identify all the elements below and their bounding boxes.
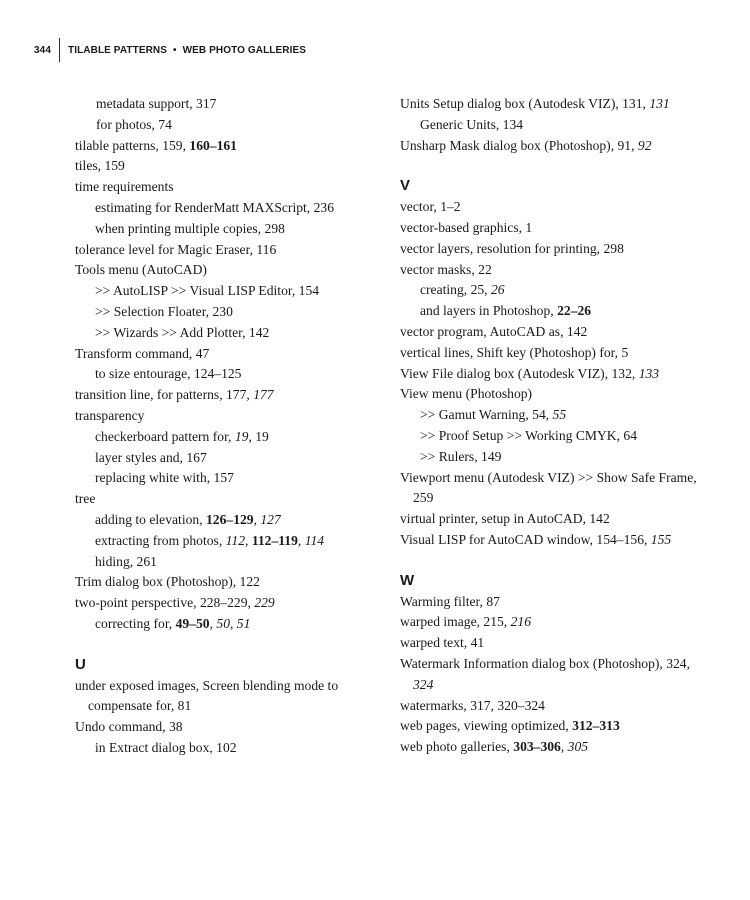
index-entry: Tools menu (AutoCAD) (75, 262, 207, 278)
index-subentry: and layers in Photoshop, 22–26 (420, 303, 592, 319)
index-subentry: layer styles and, 167 (95, 449, 207, 465)
index-entry: Units Setup dialog box (Autodesk VIZ), 131, 131 (400, 96, 670, 111)
index-subentry: creating, 25, 26 (420, 282, 505, 298)
index-entry: two-point perspective, 228–229, 229 (75, 595, 275, 611)
index-entry: tolerance level for Magic Eraser, 116 (75, 241, 277, 257)
index-subentry: in Extract dialog box, 102 (95, 739, 237, 755)
index-column-right (400, 94, 700, 758)
index-entry: Unsharp Mask dialog box (Photoshop), 91, 92 (400, 137, 652, 153)
index-entry: Transform command, 47 (75, 345, 210, 361)
index-subentry: when printing multiple copies, 298 (95, 220, 285, 236)
index-subentry: Generic Units, 134 (420, 116, 524, 132)
index-entry: vector-based graphics, 1 (400, 219, 533, 235)
index-entry: vector, 1–2 (400, 199, 461, 215)
index-entry: warped image, 215, 216 (400, 614, 531, 630)
index-entry: under exposed images, Screen blending mode to compensate for, 81 (75, 677, 339, 714)
index-entry: Watermark Information dialog box (Photoshop), 324, 324 (400, 655, 690, 692)
header-divider (59, 38, 60, 62)
index-column-left (75, 94, 375, 759)
index-subentry: >> Gamut Warning, 54, 55 (420, 407, 567, 423)
index-subentry: replacing white with, 157 (95, 470, 234, 486)
index-entry: Viewport menu (Autodesk VIZ) >> Show Safe Frame, 259 (400, 469, 697, 506)
index-entry: watermarks, 317, 320–324 (400, 697, 545, 713)
index-letter-heading: W (400, 571, 415, 589)
index-entry: vector program, AutoCAD as, 142 (400, 323, 588, 339)
index-entry: virtual printer, setup in AutoCAD, 142 (400, 511, 610, 527)
index-subentry: >> Wizards >> Add Plotter, 142 (95, 324, 270, 340)
index-subentry: metadata support, 317 (96, 96, 217, 111)
index-entry: warped text, 41 (400, 635, 485, 651)
index-subentry: estimating for RenderMatt MAXScript, 236 (95, 199, 334, 215)
index-subentry: checkerboard pattern for, 19, 19 (95, 428, 269, 444)
index-entry: View File dialog box (Autodesk VIZ), 132, 133 (400, 365, 660, 381)
index-entry: Visual LISP for AutoCAD window, 154–156, 155 (400, 531, 672, 547)
index-entry: Warming filter, 87 (400, 593, 500, 609)
running-header (34, 38, 306, 62)
index-entry: vertical lines, Shift key (Photoshop) for, 5 (400, 344, 629, 360)
index-entry: transition line, for patterns, 177, 177 (75, 387, 274, 403)
index-entry: tiles, 159 (75, 158, 125, 174)
index-subentry: >> AutoLISP >> Visual LISP Editor, 154 (95, 283, 320, 299)
index-entry: tree (75, 491, 96, 507)
index-subentry: hiding, 261 (95, 553, 157, 569)
index-subentry: to size entourage, 124–125 (95, 366, 242, 382)
index-entry: time requirements (75, 179, 174, 195)
index-entry: Undo command, 38 (75, 719, 183, 735)
index-entry: web pages, viewing optimized, 312–313 (400, 718, 620, 734)
index-letter-heading: U (75, 655, 86, 673)
index-subentry: correcting for, 49–50, 50, 51 (95, 615, 251, 631)
index-subentry: extracting from photos, 112, 112–119, 114 (95, 532, 325, 548)
header-chapter: WEB PHOTO GALLERIES (182, 44, 307, 56)
header-separator: • (173, 44, 177, 56)
index-entry: tilable patterns, 159, 160–161 (75, 137, 237, 153)
index-subentry: >> Rulers, 149 (420, 448, 502, 464)
index-entry: transparency (75, 407, 145, 423)
index-entry: Trim dialog box (Photoshop), 122 (75, 574, 260, 590)
index-subentry: >> Selection Floater, 230 (95, 303, 233, 319)
index-entry: vector layers, resolution for printing, 298 (400, 240, 624, 256)
index-entry: View menu (Photoshop) (400, 386, 533, 402)
page-number: 344 (34, 44, 51, 56)
index-subentry: adding to elevation, 126–129, 127 (95, 511, 281, 527)
index-letter-heading: V (400, 177, 411, 195)
index-entry: web photo galleries, 303–306, 305 (400, 739, 589, 755)
index-subentry: >> Proof Setup >> Working CMYK, 64 (420, 427, 637, 443)
header-section: TILABLE PATTERNS (68, 44, 168, 56)
index-subentry: for photos, 74 (96, 116, 172, 132)
index-entry: vector masks, 22 (400, 261, 492, 277)
